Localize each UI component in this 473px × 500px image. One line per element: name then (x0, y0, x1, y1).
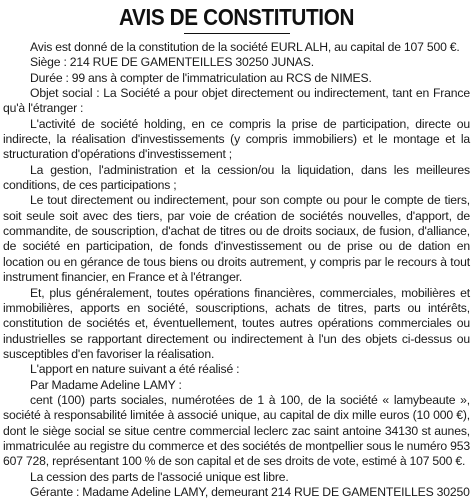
paragraph-general-operations: Et, plus généralement, toutes opérations financières, commerciales, mobilières et immobilières, apports en société, souscriptions, achats de titres, parts ou intérêts, constitution de sociétés et, éventuellement, toutes autres opérations commerciales ou industrielles se rapportant directement ou indirectement à l'un des objets ci-dessus ou susceptibles d'en favoriser la réalisation. (3, 285, 470, 361)
paragraph-management: La gestion, l'administration et la cession/ou la liquidation, dans les meilleures conditions, de ces participations ; (3, 162, 470, 193)
title-underline (184, 33, 290, 34)
notice-body (3, 40, 470, 500)
paragraph-holding-activity: L'activité de société holding, en ce compris la prise de participation, directe ou indirecte, la réalisation d'investissements (y compris immobiliers) et le montage et la structuration d'opérations d'investissement ; (3, 116, 470, 162)
paragraph-contributor: Par Madame Adeline LAMY : (30, 377, 182, 392)
paragraph-manager: Gérante : Madame Adeline LAMY, demeurant 214 RUE DE GAMENTEILLES 30250 (30, 484, 470, 499)
paragraph-shares: cent (100) parts sociales, numérotées de 1 à 100, de la société « lamybeaute », société à responsabilité limitée à associé unique, au capital de dix mille euros (10 000 €), dont le siège social se situe centre commercial leclerc zac saint antoine 34130 st aunes, immatriculée au registre du commerce et des sociétés de montpellier sous le numéro 953 607 728, représentant 100 % de son capital et de ses droits de vote, estimé à 107 500 €. (3, 392, 470, 469)
paragraph-company-capital: Avis est donné de la constitution de la société EURL ALH, au capital de 107 500 €. (30, 40, 460, 54)
paragraph-means: Le tout directement ou indirectement, pour son compte ou pour le compte de tiers, soit seule soit avec des tiers, par voie de création de sociétés nouvelles, d'apport, de commandite, de souscription, d'achat de titres ou de droits sociaux, de fusion, d'alliance, de société en participation, de fonds d'investissement ou de prise ou de dation en location ou en gérance de tous biens ou droits autrement, y compris par le recours à tout instrument financier, en France et à l'étranger. (3, 193, 470, 285)
notice-title: AVIS DE CONSTITUTION (118, 4, 355, 30)
paragraph-duration: Durée : 99 ans à compter de l'immatriculation au RCS de NIMES. (30, 70, 372, 85)
paragraph-contribution-in-kind: L'apport en nature suivant a été réalisé : (30, 362, 240, 377)
paragraph-head-office: Siège : 214 RUE DE GAMENTEILLES 30250 JUNAS. (30, 55, 314, 70)
paragraph-corporate-purpose: Objet social : La Société a pour objet directement ou indirectement, tant en France qu'à l'étranger : (3, 86, 470, 116)
paragraph-share-transfer: La cession des parts de l'associé unique est libre. (30, 469, 289, 484)
